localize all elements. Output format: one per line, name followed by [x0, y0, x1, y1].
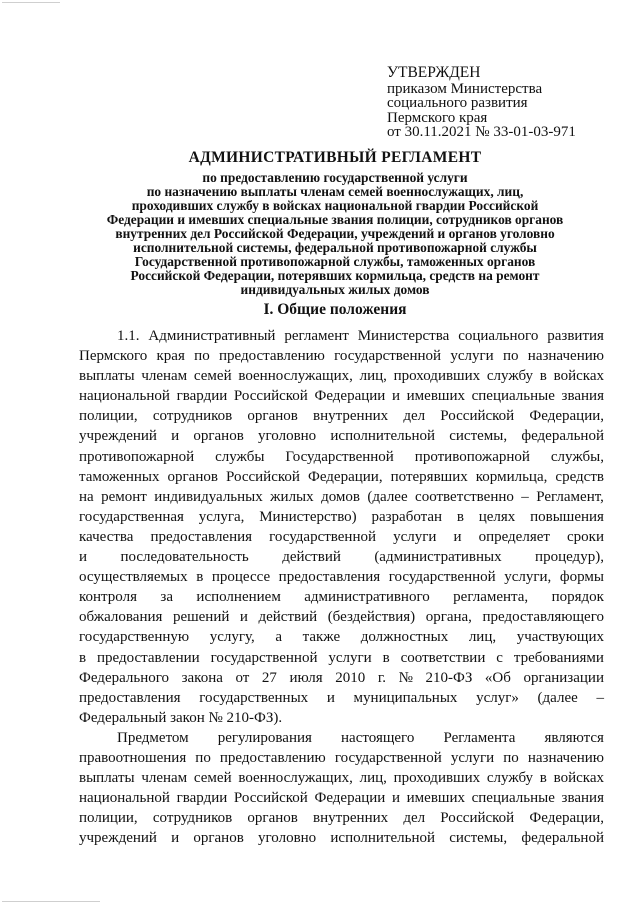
word: имевших — [406, 790, 465, 807]
word: услуга, — [198, 508, 245, 525]
word: регламент — [284, 328, 349, 344]
word: «Об — [484, 669, 511, 686]
body-line — [79, 326, 604, 346]
word: формы — [559, 569, 604, 586]
word: органов — [193, 830, 244, 847]
word: действий — [282, 549, 341, 566]
word: и — [79, 549, 88, 566]
word: с — [496, 649, 503, 666]
word: исполнительной — [330, 428, 436, 445]
word: выплаты — [79, 770, 135, 787]
body-text — [79, 326, 604, 848]
word: в — [456, 508, 464, 525]
approval-line: социального развития — [387, 95, 528, 111]
subtitle-line: проходивших службу в войсках национальной гвардии Российской — [131, 198, 539, 213]
body-line — [79, 426, 604, 446]
body-line — [79, 406, 604, 426]
word: настоящего — [341, 729, 415, 746]
word: предоставления — [150, 528, 253, 545]
word: по — [194, 348, 210, 365]
word: закона — [181, 669, 223, 686]
word: ремонт — [101, 488, 147, 505]
word: дел — [403, 810, 426, 827]
word: целях — [478, 508, 516, 525]
word: повышения — [530, 508, 604, 525]
word: и — [453, 528, 462, 545]
word: на — [79, 488, 94, 505]
word: качества — [79, 528, 134, 545]
word: Пермского — [79, 348, 148, 365]
word: Российской — [233, 388, 308, 405]
body-line — [79, 527, 604, 547]
subtitle-line: внутренних дел Российской Федерации, учреждений и органов уголовно — [115, 226, 555, 241]
word: органов — [193, 428, 244, 445]
word: средств — [555, 468, 604, 485]
word: службы, — [550, 448, 604, 465]
word: Министерство) — [259, 508, 357, 525]
word: исполнительной — [330, 830, 436, 847]
word: предоставляющего — [482, 609, 604, 626]
body-line — [79, 366, 604, 386]
word: домов — [321, 488, 360, 505]
word: правоотношения — [79, 749, 187, 766]
body-line — [79, 386, 604, 406]
document-subtitle — [70, 171, 600, 297]
word: за — [160, 589, 173, 606]
word: Министерства — [357, 328, 450, 344]
word: семей — [193, 770, 232, 787]
body-line — [79, 728, 604, 748]
body-line — [79, 668, 604, 688]
word: в — [196, 569, 204, 586]
word: внутренних — [313, 408, 389, 425]
body-line: Федеральный закон № 210-ФЗ). — [79, 709, 283, 726]
word: разработан — [371, 508, 443, 525]
word: Регламента — [443, 729, 516, 746]
body-line — [79, 808, 604, 828]
word: в — [539, 770, 547, 787]
word: Российской — [226, 468, 300, 485]
word: государственной — [210, 649, 318, 666]
body-line — [79, 507, 604, 527]
body-line — [79, 547, 604, 567]
word: внутренних — [313, 810, 389, 827]
word: членам — [141, 368, 188, 385]
word: в — [382, 649, 390, 666]
word: государственная — [79, 508, 184, 525]
word: социального — [458, 328, 539, 344]
word: Российской — [233, 790, 308, 807]
word: определяет — [478, 528, 550, 545]
word: Российской — [440, 408, 515, 425]
subtitle-line: Государственной противопожарной службы, таможенных органов — [134, 254, 536, 269]
body-line — [79, 788, 604, 808]
word: системы, — [449, 428, 508, 445]
subtitle-line: индивидуальных жилых домов — [240, 282, 430, 297]
body-line — [79, 487, 604, 507]
word: кормильца, — [475, 468, 548, 485]
word: индивидуальных — [154, 488, 263, 505]
word: национальной — [79, 790, 170, 807]
approval-block — [387, 66, 627, 140]
subtitle-line: по предоставлению государственной услуги — [202, 170, 468, 185]
word: Федерального — [79, 669, 170, 686]
word: противопожарной — [79, 448, 195, 465]
body-line — [79, 828, 604, 848]
word: назначению — [527, 749, 604, 766]
word: органов — [247, 810, 298, 827]
word: сроки — [567, 528, 604, 545]
word: в — [79, 649, 87, 666]
word: действий — [258, 609, 318, 626]
word: Государственной — [285, 448, 394, 465]
word: соответствии — [400, 649, 486, 666]
word: регламента, — [453, 589, 529, 606]
word: органа, — [425, 609, 472, 626]
scan-edge-line-bottom — [2, 901, 100, 902]
word: специальные — [471, 388, 555, 405]
word: уголовно — [258, 830, 317, 847]
subtitle-line: Российской Федерации, потерявших кормильца, средств на ремонт — [130, 268, 540, 283]
body-line — [79, 688, 604, 708]
word: контроля — [79, 589, 137, 606]
word: службу — [486, 770, 534, 787]
word: полиции, — [79, 408, 138, 425]
word: (бездействия) — [327, 609, 416, 626]
word: Регламент, — [536, 488, 604, 505]
word: Предметом — [117, 729, 189, 746]
word: услуги, — [504, 569, 552, 586]
word: Федерации, — [307, 468, 383, 485]
word: полиции, — [79, 810, 138, 827]
word: членам — [141, 770, 188, 787]
word: государственной — [269, 528, 377, 545]
word: лиц, — [359, 770, 387, 787]
word: сотрудников — [152, 810, 233, 827]
word: проходивших — [393, 770, 481, 787]
word: Российской — [440, 810, 515, 827]
word: – — [596, 689, 604, 706]
word: учреждений — [79, 830, 157, 847]
word: услуги — [328, 649, 372, 666]
word: (далее — [537, 689, 578, 706]
word: и — [326, 689, 335, 706]
word: военнослужащих, — [238, 368, 353, 385]
word: и — [171, 428, 180, 445]
word: осуществляемых — [79, 569, 188, 586]
document-title: АДМИНИСТРАТИВНЫЙ РЕГЛАМЕНТ — [188, 149, 482, 166]
word: организации — [523, 669, 604, 686]
approval-line: от 30.11.2021 № 33-01-03-971 — [387, 124, 576, 140]
word: предоставлении — [97, 649, 200, 666]
body-line — [79, 567, 604, 587]
body-line — [79, 467, 604, 487]
word: учреждений — [79, 428, 157, 445]
word: государственной — [388, 569, 496, 586]
approval-line: Пермского края — [387, 109, 488, 126]
word: по — [195, 749, 211, 766]
word: – — [521, 488, 529, 505]
word: регулирования — [217, 729, 312, 746]
word: федеральной — [521, 830, 604, 847]
word: звания — [561, 790, 604, 807]
approval-stamp: УТВЕРЖДЕН — [387, 64, 481, 81]
word: государственной — [334, 749, 442, 766]
word: а — [275, 629, 282, 646]
word: предоставлению — [219, 749, 326, 766]
word: (далее — [367, 488, 408, 505]
word: (административных — [374, 549, 502, 566]
body-line — [79, 346, 604, 366]
word: Федерации — [314, 388, 386, 405]
word: также — [302, 629, 341, 646]
word: развития — [547, 328, 604, 344]
word: войсках — [553, 770, 604, 787]
body-line — [79, 627, 604, 647]
word: Федерации, — [529, 408, 604, 425]
word: г. — [377, 669, 387, 686]
word: 210-ФЗ — [425, 669, 473, 686]
word: гвардии — [176, 790, 228, 807]
word: края — [156, 348, 185, 365]
word: исполнением — [196, 589, 281, 606]
word: участвующих — [516, 629, 604, 646]
word: службу — [486, 368, 534, 385]
word: услуги — [450, 749, 495, 766]
word: № — [398, 669, 413, 686]
word: гвардии — [176, 388, 228, 405]
word: потерявших — [390, 468, 468, 485]
word: национальной — [79, 388, 170, 405]
word: требованиями — [513, 649, 604, 666]
word: процедур), — [535, 549, 604, 566]
word: Административный — [148, 328, 276, 344]
subtitle-line: Федерации и имевших специальные звания полиции, сотрудников органов — [106, 212, 564, 227]
word: выплаты — [79, 368, 135, 385]
body-line — [79, 748, 604, 768]
subtitle-line: по назначению выплаты членам семей военнослужащих, лиц, — [146, 184, 524, 199]
word: службы — [215, 448, 265, 465]
word: и — [391, 790, 400, 807]
word: административного — [304, 589, 430, 606]
word: проходивших — [393, 368, 481, 385]
word: военнослужащих, — [238, 770, 353, 787]
word: Федерации, — [529, 810, 604, 827]
word: специальные — [471, 790, 555, 807]
word: решений — [172, 609, 230, 626]
word: уголовно — [258, 428, 317, 445]
body-line — [79, 768, 604, 788]
word: являются — [544, 729, 604, 746]
word: последовательность — [120, 549, 249, 566]
word: предоставления — [79, 689, 181, 706]
word: войсках — [553, 368, 604, 385]
word: и — [171, 830, 180, 847]
body-line — [79, 447, 604, 467]
word: государственной — [334, 348, 442, 365]
word: лиц, — [468, 629, 497, 646]
subtitle-line: исполнительной системы, федеральной противопожарной службы — [133, 240, 537, 255]
word: государственную — [79, 629, 190, 646]
word: в — [539, 368, 547, 385]
word: услуги — [393, 528, 437, 545]
word: и — [239, 609, 248, 626]
word: муниципальных — [353, 689, 458, 706]
body-line — [79, 607, 604, 627]
word: системы, — [449, 830, 508, 847]
word: государственных — [199, 689, 309, 706]
word: семей — [193, 368, 232, 385]
word: Федерации — [314, 790, 386, 807]
scan-edge-line-top — [2, 2, 60, 3]
word: предоставления — [278, 569, 381, 586]
word: услуг» — [476, 689, 519, 706]
word: и — [391, 388, 400, 405]
word: 1.1. — [117, 328, 140, 344]
body-line — [79, 648, 604, 668]
word: федеральной — [521, 428, 604, 445]
word: июля — [289, 669, 323, 686]
word: сотрудников — [152, 408, 233, 425]
word: должностных — [360, 629, 449, 646]
word: по — [502, 348, 519, 365]
word: обжалования — [79, 609, 163, 626]
word: таможенных — [79, 468, 160, 485]
approval-line: приказом Министерства — [387, 80, 543, 97]
body-line — [79, 587, 604, 607]
word: лиц, — [359, 368, 387, 385]
word: 27 — [261, 669, 277, 686]
word: назначению — [527, 348, 604, 365]
section-heading: I. Общие положения — [263, 301, 407, 318]
word: звания — [561, 388, 604, 405]
word: имевших — [406, 388, 465, 405]
word: 2010 — [335, 669, 366, 686]
word: предоставлению — [219, 348, 325, 365]
word: жилых — [270, 488, 314, 505]
word: органов — [247, 408, 298, 425]
word: процессе — [211, 569, 271, 586]
word: от — [235, 669, 250, 686]
word: услуги — [450, 348, 494, 365]
word: противопожарной — [414, 448, 530, 465]
word: органов — [167, 468, 218, 485]
word: услугу, — [209, 629, 255, 646]
word: по — [503, 749, 519, 766]
word: дел — [403, 408, 426, 425]
word: порядок — [551, 589, 604, 606]
word: соответственно — [415, 488, 514, 505]
